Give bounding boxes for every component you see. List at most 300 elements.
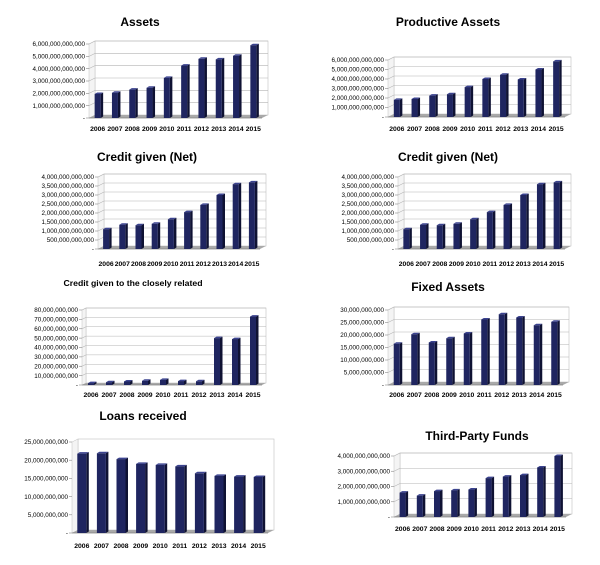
bar-side <box>526 474 529 517</box>
y-tick-label: 10,000,000,000 <box>34 372 78 380</box>
y-tick-label: 3,500,000,000,000 <box>41 183 94 191</box>
bar <box>234 477 243 533</box>
bar-side <box>400 342 403 385</box>
x-tick-label: 2014 <box>529 392 545 399</box>
x-tick-label: 2010 <box>163 261 179 268</box>
bar <box>117 459 126 533</box>
bar <box>551 322 557 385</box>
bar-side <box>204 57 207 118</box>
y-tick-label: - <box>381 382 384 390</box>
bar <box>453 224 459 249</box>
x-tick-label: 2007 <box>101 392 117 399</box>
bar <box>181 66 187 118</box>
x-tick-label: 2009 <box>446 526 462 533</box>
y-tick-label: 2,000,000,000,000 <box>341 210 394 218</box>
bar <box>434 491 440 517</box>
bar <box>403 229 409 249</box>
bar-side <box>243 475 246 533</box>
x-tick-label: 2013 <box>511 392 527 399</box>
x-tick-label: 2013 <box>211 543 227 550</box>
x-tick-label: 2015 <box>245 392 261 399</box>
bar-side <box>488 78 491 118</box>
bar-side <box>204 472 207 533</box>
x-tick-label: 2009 <box>441 392 457 399</box>
y-tick-label: 2,000,000,000,000 <box>331 95 384 103</box>
x-tick-label: 2010 <box>459 392 475 399</box>
bar-side <box>417 333 420 385</box>
bar <box>147 88 153 118</box>
bar-side <box>165 463 168 533</box>
x-tick-label: 2012 <box>191 543 207 550</box>
x-tick-label: 2013 <box>515 261 531 268</box>
bar <box>164 78 170 118</box>
x-tick-label: 2009 <box>133 543 149 550</box>
bar-side <box>239 54 242 118</box>
bar-side <box>526 194 529 250</box>
chart-title: Assets <box>120 15 160 29</box>
x-tick-label: 2011 <box>176 126 192 133</box>
bar-side <box>452 337 455 385</box>
y-tick-label: 500,000,000,000 <box>346 237 394 245</box>
x-tick-label: 2015 <box>549 261 565 268</box>
bar <box>500 75 506 117</box>
bar-side <box>476 218 479 249</box>
chart-fixed-assets <box>300 275 600 405</box>
bar <box>156 465 165 533</box>
y-tick-label: 2,500,000,000,000 <box>341 201 394 209</box>
bar <box>516 318 522 386</box>
bar <box>429 343 435 386</box>
x-tick-label: 2007 <box>406 392 422 399</box>
chart-group <box>24 409 274 550</box>
x-tick-label: 2011 <box>476 392 492 399</box>
bar-side <box>135 88 138 118</box>
x-tick-label: 2012 <box>494 392 510 399</box>
bar-side <box>493 211 496 249</box>
bar-side <box>560 181 563 249</box>
x-tick-label: 2014 <box>227 392 243 399</box>
x-tick-label: 2007 <box>406 126 423 133</box>
bar-side <box>435 94 438 117</box>
y-tick-label: 30,000,000,000 <box>340 307 384 315</box>
y-tick-label: 60,000,000,000 <box>34 325 78 333</box>
y-tick-label: - <box>391 246 394 254</box>
bar-side <box>409 228 412 249</box>
bar <box>394 100 400 117</box>
x-tick-label: 2014 <box>231 543 247 550</box>
y-tick-label: 4,000,000,000,000 <box>41 174 94 182</box>
x-tick-label: 2007 <box>412 526 428 533</box>
bar-side <box>223 194 226 250</box>
x-tick-label: 2009 <box>442 126 458 133</box>
bar-side <box>239 183 242 249</box>
bar-side <box>118 91 121 118</box>
bar <box>537 184 543 249</box>
bar-side <box>153 86 156 118</box>
x-tick-label: 2009 <box>141 126 158 133</box>
bar <box>198 59 204 118</box>
bar <box>487 212 493 249</box>
chart-title: Credit given to the closely related <box>63 278 203 288</box>
bar <box>249 182 255 249</box>
bar <box>447 94 453 117</box>
x-tick-label: 2014 <box>228 261 244 268</box>
bar-side <box>443 224 446 249</box>
bar <box>417 496 423 517</box>
x-tick-label: 2015 <box>549 526 565 533</box>
x-tick-label: 2011 <box>179 261 195 268</box>
y-tick-label: 40,000,000,000 <box>34 344 78 352</box>
bar-side <box>440 490 443 517</box>
x-tick-label: 2006 <box>389 126 405 133</box>
bar-side <box>406 491 409 517</box>
bar-side <box>206 203 209 249</box>
x-tick-label: 2012 <box>495 126 511 133</box>
bar-side <box>418 97 421 117</box>
bar-side <box>126 458 129 533</box>
x-tick-label: 2012 <box>498 261 515 268</box>
x-tick-label: 2010 <box>460 126 476 133</box>
y-tick-label: 10,000,000,000 <box>24 493 68 501</box>
chart-credit-given-net-left <box>0 140 300 275</box>
bar <box>451 490 457 517</box>
x-tick-label: 2011 <box>481 526 496 533</box>
chart-title: Credit given (Net) <box>96 150 198 164</box>
bar-side <box>423 494 426 517</box>
bar <box>103 229 109 249</box>
bar <box>88 383 94 385</box>
y-tick-label: 5,000,000,000 <box>27 512 68 519</box>
y-tick-label: 2,000,000,000,000 <box>32 90 85 98</box>
chart-productive-assets <box>300 0 600 140</box>
y-tick-label: 20,000,000,000 <box>24 457 68 465</box>
bar <box>217 195 223 249</box>
x-tick-label: 2013 <box>515 526 531 533</box>
bar <box>520 195 526 249</box>
bar <box>535 70 541 118</box>
bar <box>152 224 158 249</box>
x-tick-label: 2012 <box>498 526 514 533</box>
y-tick-label: 25,000,000,000 <box>24 439 68 447</box>
x-tick-label: 2011 <box>477 126 493 133</box>
bar-side <box>505 313 508 385</box>
bar-side <box>256 315 259 385</box>
x-tick-label: 2007 <box>107 126 123 133</box>
x-tick-label: 2008 <box>429 526 445 533</box>
x-tick-label: 2006 <box>90 126 106 133</box>
x-tick-label: 2008 <box>124 126 140 133</box>
x-tick-label: 2012 <box>191 392 207 399</box>
bar <box>233 184 239 249</box>
bar-side <box>453 93 456 117</box>
chart-group <box>337 429 572 533</box>
bar-side <box>222 58 225 118</box>
bar <box>77 454 86 533</box>
y-tick-label: 6,000,000,000,000 <box>331 57 384 65</box>
y-tick-label: 1,500,000,000,000 <box>41 219 94 227</box>
chart-loans-received <box>0 405 300 563</box>
bar <box>520 475 526 517</box>
bar-side <box>125 223 128 249</box>
chart-credit-closely-related <box>0 275 300 405</box>
bar-side <box>557 320 560 385</box>
bar <box>411 334 417 385</box>
bar <box>119 225 125 249</box>
x-tick-label: 2009 <box>448 261 465 268</box>
bar <box>400 493 406 517</box>
bar <box>554 182 560 249</box>
bar <box>196 381 202 385</box>
y-tick-label: 3,000,000,000,000 <box>337 468 390 476</box>
x-tick-label: 2006 <box>398 261 414 268</box>
x-tick-label: 2010 <box>465 261 481 268</box>
x-tick-label: 2012 <box>195 261 211 268</box>
bar-side <box>435 341 438 385</box>
y-tick-label: 70,000,000,000 <box>34 316 78 324</box>
chart-third-party-funds <box>300 405 600 563</box>
bar <box>178 381 184 385</box>
bar <box>486 478 492 517</box>
bar-side <box>457 489 460 517</box>
x-tick-label: 2010 <box>159 126 175 133</box>
x-tick-label: 2014 <box>532 526 548 533</box>
bar <box>232 339 238 385</box>
x-tick-label: 2007 <box>93 543 109 550</box>
bar-side <box>109 228 112 249</box>
bar-side <box>522 316 525 385</box>
bar <box>106 382 112 385</box>
bar <box>160 380 166 385</box>
x-tick-label: 2008 <box>424 392 440 399</box>
bar-side <box>487 318 490 385</box>
bar <box>429 96 435 117</box>
bar <box>437 225 443 249</box>
x-tick-label: 2010 <box>152 543 168 550</box>
y-tick-label: 10,000,000,000 <box>340 357 384 365</box>
x-tick-label: 2012 <box>193 126 210 133</box>
y-tick-label: 30,000,000,000 <box>34 354 78 362</box>
chart-group <box>34 278 266 399</box>
y-tick-label: 20,000,000,000 <box>34 363 78 371</box>
y-tick-label: 4,000,000,000,000 <box>341 174 394 182</box>
bar-side <box>506 73 509 117</box>
y-tick-label: 2,500,000,000,000 <box>41 201 94 209</box>
x-tick-label: 2007 <box>114 261 130 268</box>
y-tick-label: - <box>91 246 94 254</box>
x-tick-label: 2015 <box>546 392 562 399</box>
bar <box>482 79 488 117</box>
y-tick-label: 50,000,000,000 <box>34 335 78 343</box>
bar-side <box>474 488 477 517</box>
x-tick-label: 2011 <box>482 261 498 268</box>
bar-side <box>543 466 546 517</box>
chart-group <box>341 150 571 268</box>
y-tick-label: 5,000,000,000,000 <box>331 66 384 74</box>
y-tick-label: - <box>75 382 78 390</box>
x-tick-label: 2011 <box>172 543 188 550</box>
bar <box>420 225 426 249</box>
y-tick-label: 1,500,000,000,000 <box>341 219 394 227</box>
bar <box>464 334 470 386</box>
bar <box>216 59 222 118</box>
bar-side <box>543 183 546 249</box>
x-tick-label: 2014 <box>530 126 547 133</box>
y-tick-label: 6,000,000,000,000 <box>32 41 85 49</box>
bar <box>184 212 190 249</box>
chart-group <box>331 15 571 133</box>
x-tick-label: 2010 <box>463 526 479 533</box>
bar <box>214 338 220 385</box>
bar-side <box>224 474 227 533</box>
bar <box>470 219 476 249</box>
x-tick-label: 2006 <box>389 392 405 399</box>
y-tick-label: 3,000,000,000,000 <box>32 78 85 86</box>
bar-side <box>86 452 89 533</box>
bar-side <box>174 218 177 249</box>
bar <box>136 464 145 533</box>
x-tick-label: 2008 <box>424 126 440 133</box>
bar-side <box>106 452 109 533</box>
bar <box>518 79 524 117</box>
x-tick-label: 2006 <box>83 392 99 399</box>
y-tick-label: - <box>387 514 390 522</box>
bar <box>503 477 509 517</box>
bar-side <box>184 465 187 533</box>
bar-side <box>256 44 259 118</box>
bar-side <box>142 224 145 249</box>
y-tick-label: - <box>381 114 384 122</box>
y-tick-label: 15,000,000,000 <box>24 475 68 483</box>
x-tick-label: 2008 <box>130 261 147 268</box>
bar <box>481 320 487 386</box>
bar-side <box>559 60 562 117</box>
chart-title: Credit given (Net) <box>397 150 499 164</box>
y-tick-label: 3,000,000,000,000 <box>41 192 94 200</box>
y-tick-label: 20,000,000,000 <box>340 332 384 340</box>
bar <box>394 344 400 385</box>
bar-side <box>170 76 173 118</box>
x-tick-label: 2013 <box>209 392 225 399</box>
x-tick-label: 2006 <box>98 261 114 268</box>
y-tick-label: - <box>65 530 68 538</box>
y-tick-label: 15,000,000,000 <box>340 344 384 352</box>
x-tick-label: 2015 <box>244 261 260 268</box>
x-tick-label: 2009 <box>137 392 153 399</box>
x-tick-label: 2008 <box>119 392 135 399</box>
bar <box>97 453 106 533</box>
bar-side <box>524 78 527 117</box>
bar <box>95 94 101 118</box>
bar <box>499 314 505 385</box>
bar-side <box>541 68 544 117</box>
bar <box>254 477 263 533</box>
bar-side <box>158 222 161 249</box>
y-tick-label: - <box>82 115 85 123</box>
bar <box>250 317 256 385</box>
bar <box>446 338 452 385</box>
bar <box>553 61 559 117</box>
x-tick-label: 2009 <box>147 261 163 268</box>
chart-group <box>41 150 266 268</box>
y-tick-label: 4,000,000,000,000 <box>331 76 384 84</box>
chart-group <box>340 280 569 399</box>
bar <box>200 205 206 249</box>
x-tick-label: 2011 <box>173 392 189 399</box>
bar <box>250 45 256 118</box>
x-tick-label: 2006 <box>395 526 411 533</box>
bar <box>468 490 474 517</box>
bar <box>142 381 148 385</box>
bar-side <box>510 203 513 249</box>
x-tick-label: 2013 <box>513 126 529 133</box>
chart-title: Loans received <box>99 409 187 423</box>
bar-side <box>400 98 403 117</box>
plot-side-wall <box>72 439 78 533</box>
x-tick-label: 2014 <box>532 261 548 268</box>
bar-side <box>145 462 148 533</box>
bar <box>554 456 560 517</box>
bar <box>534 325 540 385</box>
bar-side <box>560 455 563 518</box>
y-tick-label: 4,000,000,000,000 <box>32 65 85 73</box>
bar-side <box>220 337 223 385</box>
bar <box>129 90 135 118</box>
chart-group <box>32 15 268 133</box>
bar-side <box>101 92 104 118</box>
bar-side <box>238 338 241 385</box>
y-tick-label: 80,000,000,000 <box>34 307 78 315</box>
x-tick-label: 2010 <box>155 392 171 399</box>
y-tick-label: 2,000,000,000,000 <box>337 483 390 491</box>
bar-side <box>426 223 429 249</box>
y-tick-label: 4,000,000,000,000 <box>337 453 390 461</box>
chart-title: Productive Assets <box>395 15 501 29</box>
y-tick-label: 1,000,000,000,000 <box>341 228 394 236</box>
y-tick-label: 25,000,000,000 <box>340 319 384 327</box>
bar-side <box>190 211 193 249</box>
x-tick-label: 2006 <box>74 543 90 550</box>
chart-assets <box>0 0 300 140</box>
x-tick-label: 2015 <box>548 126 564 133</box>
bar-side <box>263 475 266 533</box>
bar-side <box>459 222 462 249</box>
bar <box>465 87 471 117</box>
bar-side <box>187 64 190 118</box>
bar-side <box>540 324 543 385</box>
y-tick-label: 1,000,000,000,000 <box>331 104 384 112</box>
x-tick-label: 2013 <box>211 126 227 133</box>
bar <box>504 205 510 249</box>
y-tick-label: 5,000,000,000,000 <box>32 53 85 61</box>
bar <box>112 93 118 118</box>
chart-title: Third-Party Funds <box>425 429 529 443</box>
bar <box>195 473 204 533</box>
bar <box>412 99 418 117</box>
chart-title: Fixed Assets <box>411 280 485 294</box>
y-tick-label: 1,000,000,000,000 <box>337 498 390 506</box>
bar-side <box>492 477 495 517</box>
y-tick-label: 2,000,000,000,000 <box>41 210 94 218</box>
y-tick-label: 1,000,000,000,000 <box>41 228 94 236</box>
bar-side <box>471 86 474 117</box>
bar <box>136 225 142 249</box>
x-tick-label: 2014 <box>228 126 244 133</box>
y-tick-label: 5,000,000,000 <box>343 369 384 377</box>
x-tick-label: 2013 <box>211 261 228 268</box>
chart-credit-given-net-right <box>300 140 600 275</box>
bar <box>215 476 224 533</box>
bar-side <box>509 475 512 517</box>
